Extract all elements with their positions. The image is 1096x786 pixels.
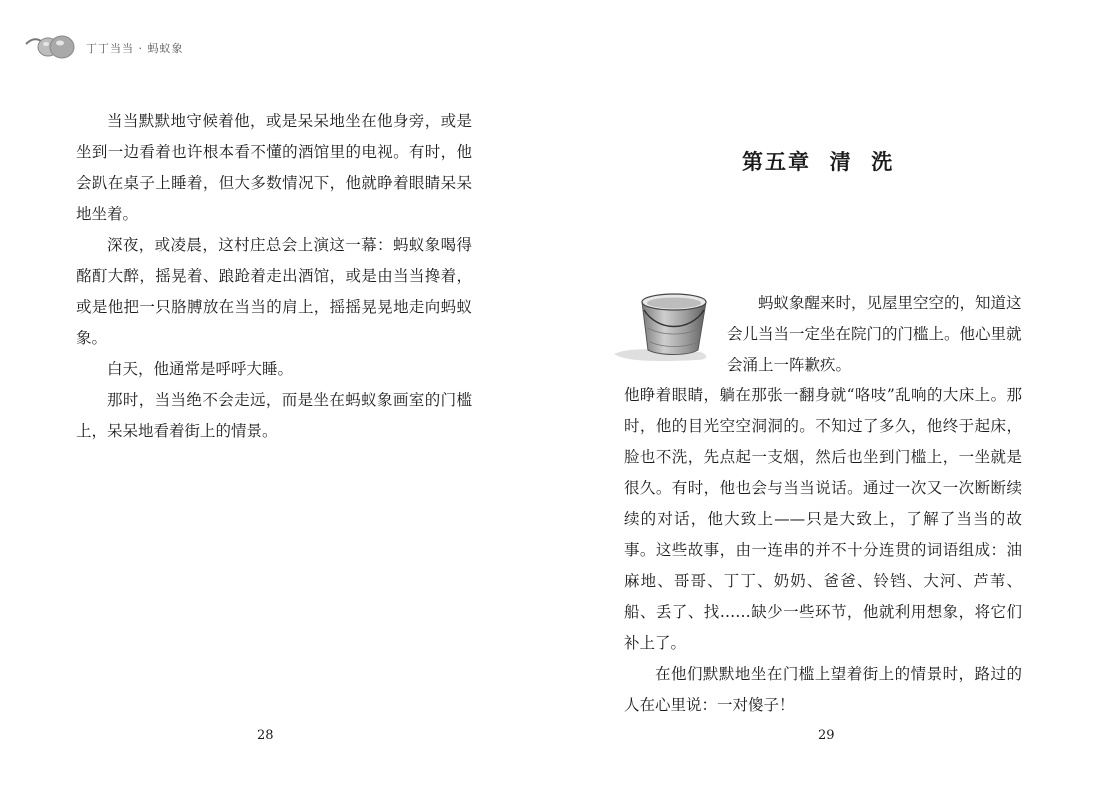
paragraph-beside-image bbox=[727, 288, 1022, 381]
text-line: 会涌上一阵歉疚。 bbox=[727, 356, 852, 374]
running-header bbox=[24, 30, 184, 62]
right-body-text bbox=[624, 380, 1022, 721]
page-number-left: 28 bbox=[257, 728, 274, 743]
left-body-text bbox=[76, 106, 472, 447]
paragraph: 深夜，或凌晨，这村庄总会上演这一幕：蚂蚁象喝得酩酊大醉，摇晃着、踉跄着走出酒馆，或是由当当搀着，或是他把一只胳膊放在当当的肩上，摇摇晃晃地走向蚂蚁象。 bbox=[76, 236, 472, 347]
paragraph: 那时，当当绝不会走远，而是坐在蚂蚁象画室的门槛上，呆呆地看着街上的情景。 bbox=[76, 391, 472, 440]
paragraph: 当当默默地守候着他，或是呆呆地坐在他身旁，或是坐到一边看着也许根本看不懂的酒馆里的电视。有时，他会趴在桌子上睡着，但大多数情况下，他就睁着眼睛呆呆地坐着。 bbox=[76, 112, 472, 223]
paragraph: 他睁着眼睛，躺在那张一翻身就“咯吱”乱响的大床上。那时，他的目光空空洞洞的。不知过了多久，他终于起床，脸也不洗，先点起一支烟，然后也坐到门槛上，一坐就是很久。有时，他也会与当当说话。通过一次又一次断断续续的对话，他大致上——只是大致上，了解了当当的故事。这些故事，由一连串的并不十分连贯的词语组成：油麻地、哥哥、丁丁、奶奶、爸爸、铃铛、大河、芦苇、船、丢了、找……缺少一些环节，他就利用想象，将它们补上了。 bbox=[624, 386, 1022, 652]
gourd-logo-icon bbox=[24, 30, 80, 62]
header-title: 丁丁当当 · 蚂蚁象 bbox=[86, 42, 184, 55]
page-number-right: 29 bbox=[818, 728, 835, 743]
paragraph: 在他们默默地坐在门槛上望着街上的情景时，路过的人在心里说：一对傻子！ bbox=[624, 665, 1022, 714]
paragraph: 白天，他通常是呼呼大睡。 bbox=[107, 360, 294, 378]
text-line: 蚂蚁象醒来时，见屋里空空的，知道这 bbox=[758, 294, 1022, 312]
chapter-title: 第五章 清 洗 bbox=[742, 149, 895, 174]
bucket-illustration bbox=[612, 288, 716, 364]
text-line: 会儿当当一定坐在院门的门槛上。他心里就 bbox=[727, 325, 1022, 343]
